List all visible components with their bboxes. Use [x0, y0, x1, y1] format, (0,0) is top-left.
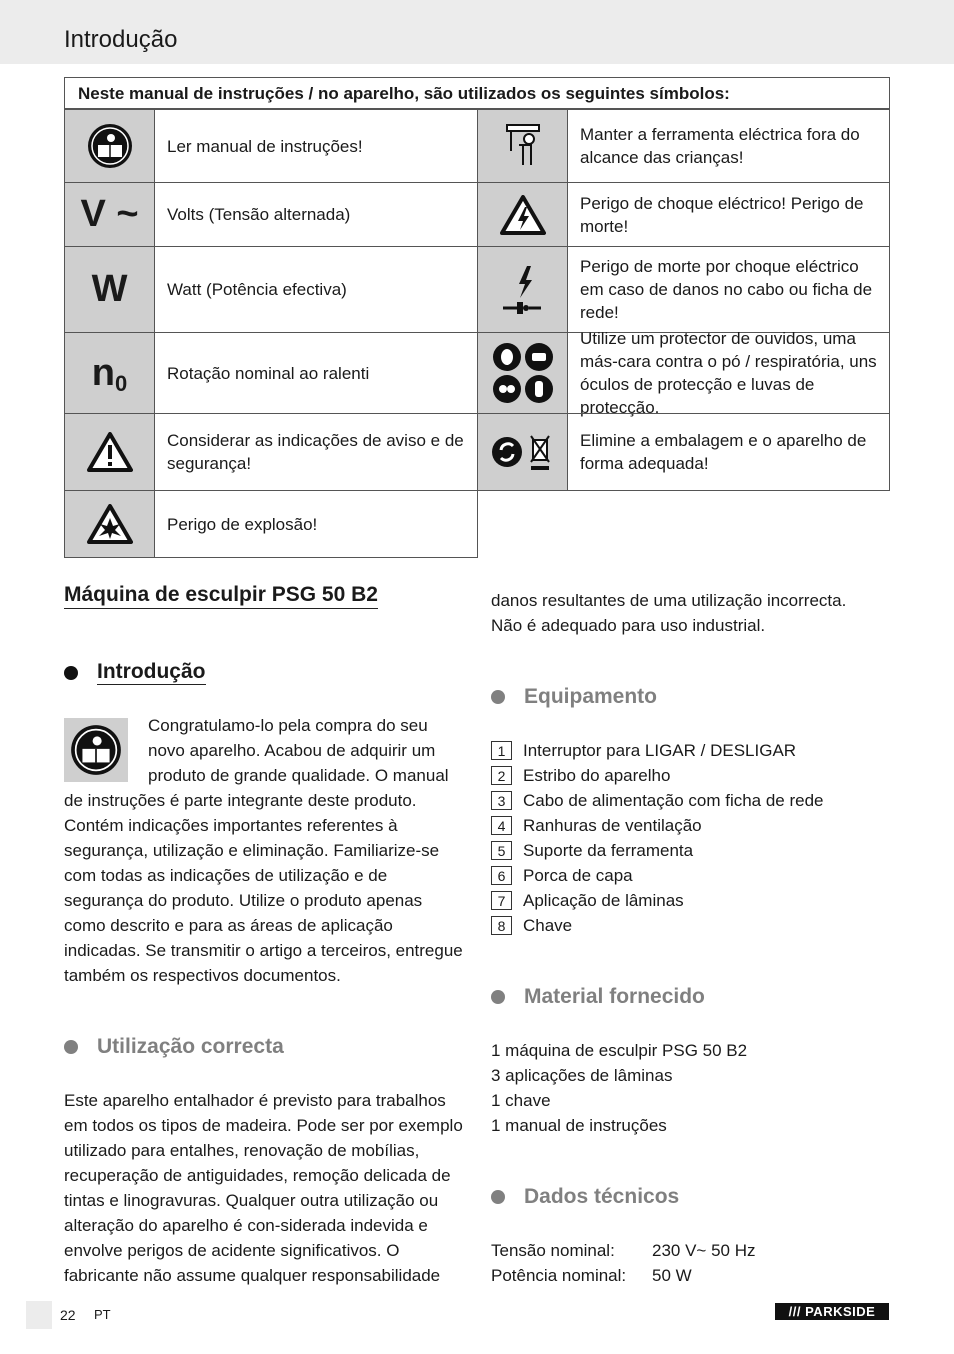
symbols-table	[64, 77, 890, 558]
list-item: 3 aplicações de lâminas	[491, 1066, 673, 1085]
section-equipment-heading: Equipamento	[491, 685, 657, 709]
page-number-box	[26, 1301, 52, 1329]
intended-use-continuation: danos resultantes de uma utilização incorrecta. Não é adequado para uso industrial.	[491, 591, 847, 635]
watt-glyph: W	[91, 268, 128, 310]
symbol-shock-text: Perigo de choque eléctrico! Perigo de morte!	[567, 182, 890, 247]
symbol-watt-text: Watt (Potência efectiva)	[154, 246, 478, 333]
list-item: 1 máquina de esculpir PSG 50 B2	[491, 1041, 748, 1060]
symbol-warning-text: Considerar as indicações de aviso e de segurança!	[154, 413, 478, 491]
intro-paragraph: Congratulamo-lo pela compra do seu novo aparelho. Acabou de adquirir um produto de grande qualidade. O manual de instruções é parte integrante deste produto. Contém indicações importantes referentes à segurança, utilização e eliminação. Familiarize-se com todas as indicações de utilização e de segurança do produto. Utilize o produto apenas como descrito e para as áreas de aplicação indicadas. Se transmitir o artigo a terceiros, entregue também os respectivos documentos.	[64, 716, 463, 985]
section-intended-use-heading: Utilização correcta	[64, 1035, 284, 1059]
symbol-nominal-speed-text: Rotação nominal ao ralenti	[154, 332, 478, 414]
product-title: Máquina de esculpir PSG 50 B2	[64, 583, 378, 609]
bullet-icon	[64, 666, 78, 680]
protective-equipment-icon	[477, 332, 568, 414]
list-item: 6 Porca de capa	[491, 863, 824, 888]
bullet-icon	[64, 1040, 78, 1054]
table-row: Tensão nominal: 230 V~ 50 Hz	[491, 1241, 756, 1260]
list-item: 5 Suporte da ferramenta	[491, 838, 824, 863]
symbol-disposal-text: Elimine a embalagem e o aparelho de forma adequada!	[567, 413, 890, 491]
nominal-speed-icon	[64, 332, 155, 414]
bullet-icon	[491, 690, 505, 704]
table-row: Potência nominal: 50 W	[491, 1266, 692, 1285]
section-intro-heading: Introdução	[64, 660, 206, 685]
volts-glyph: V ~	[80, 193, 139, 235]
read-manual-icon	[64, 109, 155, 183]
symbol-cable-text: Perigo de morte por choque eléctrico em caso de danos no cabo ou ficha de rede!	[567, 246, 890, 333]
warning-triangle-icon	[64, 413, 155, 491]
page-title: Introdução	[64, 26, 178, 53]
section-tech-heading: Dados técnicos	[491, 1185, 679, 1209]
nominal-speed-sub: 0	[114, 370, 128, 396]
bullet-icon	[491, 1190, 505, 1204]
list-item: 2 Estribo do aparelho	[491, 763, 824, 788]
symbol-volts-text: Volts (Tensão alternada)	[154, 182, 478, 247]
symbol-children-text: Manter a ferramenta eléctrica fora do alcance das crianças!	[567, 109, 890, 183]
disposal-icon	[477, 413, 568, 491]
language-code: PT	[94, 1307, 111, 1322]
section-delivery-heading: Material fornecido	[491, 985, 705, 1009]
bullet-icon	[491, 990, 505, 1004]
equipment-list	[491, 738, 824, 938]
page-number: 22	[60, 1307, 76, 1323]
symbol-explosion-text: Perigo de explosão!	[154, 490, 478, 558]
electric-shock-icon	[477, 182, 568, 247]
damaged-cable-icon	[477, 246, 568, 333]
delivery-list	[491, 1038, 891, 1138]
list-item: 1 chave	[491, 1091, 551, 1110]
list-item: 7 Aplicação de lâminas	[491, 888, 824, 913]
watt-icon	[64, 246, 155, 333]
volts-icon	[64, 182, 155, 247]
intended-use-paragraph: Este aparelho entalhador é previsto para trabalhos em todos os tipos de madeira. Pode ser por exemplo utilizado para entalhes, renovação de mobílias, recuperação de antiguidades, remoção delicada de tintas e linogravuras. Qualquer outra utilização ou alteração do aparelho é con-siderada indevida e envolve perigos de acidente significativos. O fabricante não assume qualquer responsabilidade	[64, 1091, 463, 1285]
symbol-read-manual-text: Ler manual de instruções!	[154, 109, 478, 183]
list-item: 8 Chave	[491, 913, 824, 938]
list-item: 3 Cabo de alimentação com ficha de rede	[491, 788, 824, 813]
list-item: 1 Interruptor para LIGAR / DESLIGAR	[491, 738, 824, 763]
list-item: 4 Ranhuras de ventilação	[491, 813, 824, 838]
symbols-table-heading: Neste manual de instruções / no aparelho, são utilizados os seguintes símbolos:	[64, 77, 890, 109]
nominal-speed-glyph: n	[91, 351, 115, 394]
list-item: 1 manual de instruções	[491, 1116, 667, 1135]
explosion-icon	[64, 490, 155, 558]
keep-away-children-icon	[477, 109, 568, 183]
brand-logo: /// PARKSIDE	[775, 1303, 889, 1320]
symbol-protection-text: Utilize um protector de ouvidos, uma más-cara contra o pó / respiratória, uns óculos de protecção e luvas de protecção.	[567, 332, 890, 414]
tech-table	[491, 1238, 756, 1288]
